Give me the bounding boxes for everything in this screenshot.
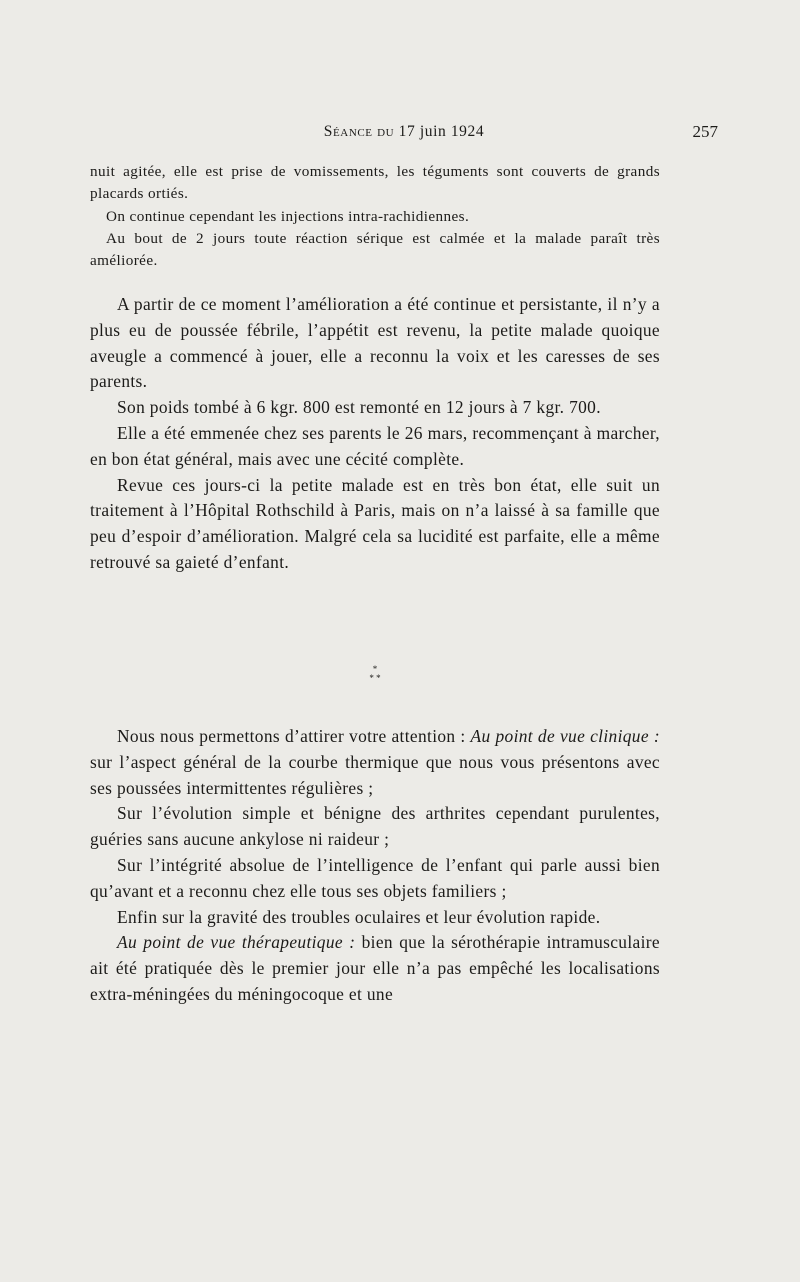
page-number: 257	[692, 122, 718, 141]
section-separator	[355, 665, 395, 693]
paragraph: Sur l’intégrité absolue de l’intelligence de l’enfant qui parle aussi bien qu’avant et a reconnu chez elle tous ses objets familiers ;	[90, 854, 660, 901]
paragraph: On continue cependant les injections intra-rachidiennes.	[106, 207, 470, 225]
paragraph: nuit agitée, elle est prise de vomissements, les téguments sont couverts de grands placards ortiés.	[90, 163, 660, 203]
paragraph: Enfin sur la gravité des troubles oculaires et leur évolution rapide.	[117, 906, 601, 927]
paragraph-intro: Nous nous permettons d’attirer votre attention :	[117, 726, 471, 746]
paragraph	[90, 724, 660, 801]
paragraph-rest: sur l’aspect général de la courbe thermique que nous vous présentons avec ses poussées intermittentes régulières ;	[90, 751, 660, 798]
italic-heading-therapeutique: Au point de vue thérapeutique :	[117, 932, 356, 953]
paragraph: Elle a été emmenée chez ses parents le 26 mars, recommençant à marcher, en bon état général, mais avec une cécité complète.	[90, 422, 660, 469]
separator-star-top: *	[372, 664, 378, 674]
paragraph: Revue ces jours-ci la petite malade est en très bon état, elle suit un traitement à l’Hôpital Rothschild à Paris, mais on n’a laissé à sa famille que peu d’espoir d’amélioration. Malgré cela sa lucidité est parfaite, elle a même retrouvé sa gaieté d’enfant.	[90, 474, 660, 572]
paragraph: Au bout de 2 jours toute réaction sérique est calmée et la malade paraît très améliorée.	[90, 229, 660, 270]
running-head	[90, 121, 718, 143]
main-text-block	[90, 292, 660, 576]
paragraph-rest: bien que la sérothérapie intramusculaire ait été pratiquée dès le premier jour elle n’a pas empêché les localisations extra-méningées du méningocoque et une	[90, 932, 660, 1004]
paragraph: Son poids tombé à 6 kgr. 800 est remonté en 12 jours à 7 kgr. 700.	[117, 397, 601, 418]
small-print-block	[90, 161, 660, 272]
paragraph: Sur l’évolution simple et bénigne des arthrites cependant purulentes, guéries sans aucune ankylose ni raideur ;	[90, 803, 660, 850]
running-title-date: 17 juin 1924	[398, 123, 485, 140]
paragraph	[90, 930, 660, 1007]
running-title-prefix: Séance du	[323, 123, 395, 140]
running-title	[90, 121, 718, 143]
italic-heading-clinique: Au point de vue clinique :	[470, 726, 660, 746]
discussion-text-block	[90, 724, 660, 1008]
separator-stars-bottom: * *	[369, 673, 381, 683]
paragraph: A partir de ce moment l’amélioration a été continue et persistante, il n’y a plus eu de poussée fébrile, l’appétit est revenu, la petite malade quoique aveugle a commencé à jouer, elle a reconnu la voix et les caresses de ses parents.	[90, 294, 660, 392]
